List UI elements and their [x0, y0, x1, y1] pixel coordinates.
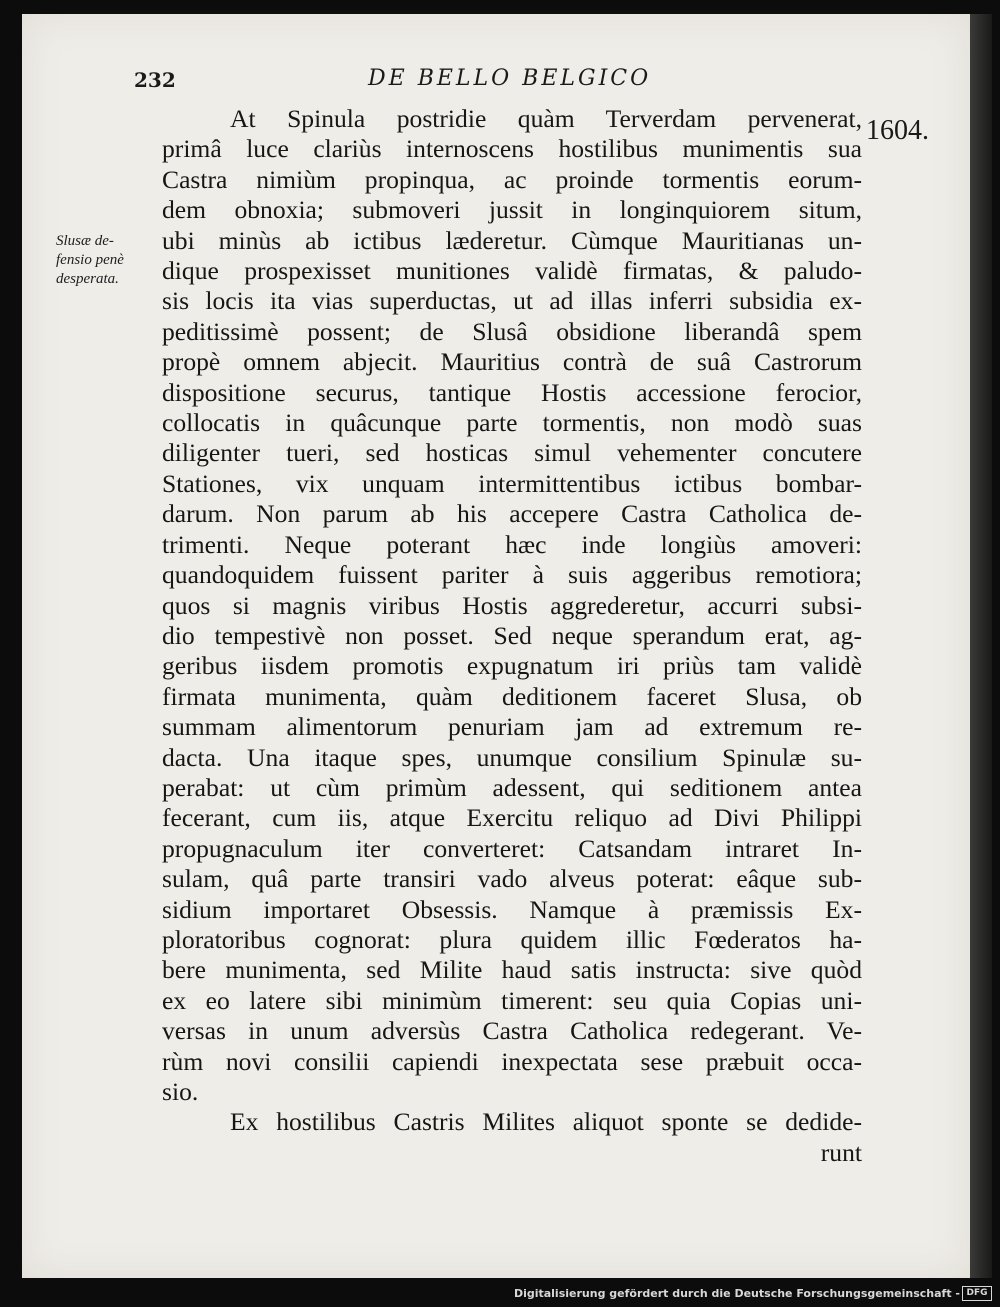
text-line: geribus iisdem promotis expugnatum iri priùs tam validè [162, 651, 862, 681]
text-line: versas in unum adversùs Castra Catholica redegerant. Ve- [162, 1016, 862, 1046]
text-line: Castra nimiùm propinqua, ac proinde tormentis eorum- [162, 164, 862, 194]
margin-note-line: desperata. [56, 271, 119, 287]
text-line: dispositione securus, tantique Hostis accessione ferocior, [162, 377, 862, 407]
text-line: ubi minùs ab ictibus læderetur. Cùmque Mauritianas un- [162, 225, 862, 255]
text-line: trimenti. Neque poterant hæc inde longiùs amoveri: [162, 529, 862, 559]
text-line: primâ luce clariùs internoscens hostilibus munimentis sua [162, 134, 862, 164]
text-line: Stationes, vix unquam intermittentibus ictibus bombar- [162, 468, 862, 498]
text-line: ploratoribus cognorat: plura quidem illic Fœderatos ha- [162, 924, 862, 954]
text-line: Ex hostilibus Castris Milites aliquot sponte se dedide- [230, 1107, 862, 1137]
text-line: dique prospexisset munitiones validè firmatas, & paludo- [162, 256, 862, 286]
text-line: bere munimenta, sed Milite haud satis instructa: sive quòd [162, 955, 862, 985]
dfg-logo-icon: DFG [962, 1286, 992, 1301]
text-line: diligenter tueri, sed hosticas simul vehementer concutere [162, 438, 862, 468]
funding-notice: Digitalisierung gefördert durch die Deutsche Forschungsgemeinschaft - [513, 1287, 960, 1300]
text-line: dem obnoxia; submoveri jussit in longinquiorem situm, [162, 195, 862, 225]
catchword: runt [820, 1137, 862, 1167]
text-line: peditissimè possent; de Slusâ obsidione liberandâ spem [162, 316, 862, 346]
margin-note [56, 232, 156, 289]
text-line: perabat: ut cùm primùm adessent, qui seditionem antea [162, 772, 862, 802]
text-line: fecerant, cum iis, atque Exercitu reliquo ad Divi Philippi [162, 803, 862, 833]
text-line: dio tempestivè non posset. Sed neque sperandum erat, ag- [162, 620, 862, 650]
text-line: summam alimentorum penuriam jam ad extremum re- [162, 712, 862, 742]
margin-note-line: fensio penè [56, 252, 124, 268]
text-line: sulam, quâ parte transiri vado alveus poterat: eâque sub- [162, 864, 862, 894]
text-line: sidium importaret Obsessis. Namque à præmissis Ex- [162, 894, 862, 924]
text-line: firmata munimenta, quàm deditionem faceret Slusa, ob [162, 681, 862, 711]
text-line: sis locis ita vias superductas, ut ad illas inferri subsidia ex- [162, 286, 862, 316]
running-head [134, 62, 664, 102]
text-line: rùm novi consilii capiendi inexpectata sese præbuit occa- [162, 1046, 862, 1076]
body-text [162, 104, 862, 1168]
text-line: propugnaculum iter converteret: Catsandam intraret In- [162, 833, 862, 863]
page-number: 232 [134, 68, 176, 92]
text-line: ex eo latere sibi minimùm timerent: seu quia Copias uni- [162, 985, 862, 1015]
running-title: DE BELLO BELGICO [368, 66, 652, 91]
text-line: sio. [162, 1077, 199, 1106]
margin-note-line: Slusæ de- [56, 233, 114, 249]
text-line: quandoquidem fuissent pariter à suis aggeribus remotiora; [162, 560, 862, 590]
footer-bar [0, 1278, 1000, 1307]
text-line: collocatis in quâcunque parte tormentis, non modò suas [162, 408, 862, 438]
text-line: quos si magnis viribus Hostis aggrederetur, accurri subsi- [162, 590, 862, 620]
text-line: darum. Non parum ab his accepere Castra Catholica de- [162, 499, 862, 529]
page-edge [970, 14, 992, 1278]
text-line: propè omnem abjecit. Mauritius contrà de suâ Castrorum [162, 347, 862, 377]
marginal-year: 1604. [866, 115, 929, 146]
text-line: dacta. Una itaque spes, unumque consilium Spinulæ su- [162, 742, 862, 772]
text-line: At Spinula postridie quàm Terverdam pervenerat, [230, 104, 862, 133]
